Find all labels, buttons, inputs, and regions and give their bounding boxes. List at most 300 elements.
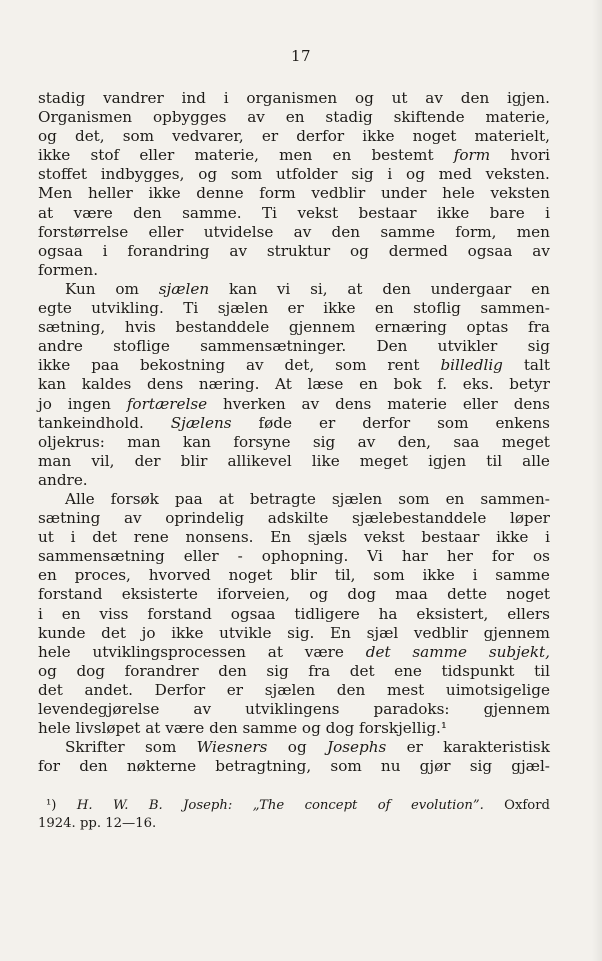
word: føde xyxy=(258,413,293,432)
word: som xyxy=(398,489,430,508)
word: ikke xyxy=(323,299,356,318)
word: gjæl- xyxy=(511,757,550,776)
word: andre xyxy=(38,337,83,356)
word: kan xyxy=(228,279,258,298)
word: en xyxy=(359,375,378,394)
word: Derfor xyxy=(154,680,206,699)
word: skiftende xyxy=(393,108,465,127)
word: stoflige xyxy=(113,337,170,356)
word: er xyxy=(261,127,279,146)
word: av xyxy=(301,394,320,413)
body-text xyxy=(38,89,550,776)
word: i xyxy=(387,165,393,184)
text-line xyxy=(38,490,550,509)
word: som xyxy=(437,413,469,432)
word: er xyxy=(226,680,244,699)
word: ellers xyxy=(507,604,550,623)
text-line xyxy=(38,738,550,757)
word: materie xyxy=(387,394,447,413)
word: ingen xyxy=(67,394,111,413)
word: fra xyxy=(308,661,331,680)
word: pp. xyxy=(79,816,102,831)
word: dens xyxy=(335,394,372,413)
word: i xyxy=(223,89,229,107)
footnote-line xyxy=(38,815,550,833)
word: og xyxy=(198,165,218,184)
word: av xyxy=(247,108,265,127)
word: den xyxy=(331,222,361,241)
word: veksten. xyxy=(485,165,550,184)
word: samme xyxy=(380,222,435,241)
word: sammen- xyxy=(480,299,550,318)
word: vi xyxy=(276,279,291,298)
word: utviklingsprocessen xyxy=(92,642,246,661)
word: Den xyxy=(376,337,408,356)
word: ikke xyxy=(436,203,470,222)
word: man xyxy=(127,432,161,451)
word: i xyxy=(70,528,76,547)
text-line xyxy=(38,585,550,604)
word: sig xyxy=(527,337,550,356)
text-line xyxy=(38,662,550,681)
word: dog xyxy=(347,585,377,604)
word: sammensætning xyxy=(38,547,165,566)
word: sjælebestanddele xyxy=(351,509,487,528)
word: bare xyxy=(489,203,525,222)
text-line xyxy=(38,108,550,127)
word: i xyxy=(545,203,550,222)
word: vedblir xyxy=(311,184,366,203)
word: læse xyxy=(307,375,344,394)
word: B. xyxy=(148,798,163,813)
word: saa xyxy=(453,432,480,451)
word: av xyxy=(123,509,142,528)
word: bok xyxy=(393,375,422,394)
text-line xyxy=(38,452,550,471)
word: og xyxy=(309,585,329,604)
word: gjør xyxy=(419,757,451,776)
word: blir xyxy=(290,566,317,585)
word: f. xyxy=(437,375,448,394)
word: utvikle xyxy=(219,623,272,642)
word: of xyxy=(377,798,391,813)
text-line xyxy=(38,299,550,318)
word: samme xyxy=(495,566,550,585)
word: noget xyxy=(412,127,457,146)
word: løper xyxy=(509,509,550,528)
word: det, xyxy=(284,356,315,375)
word: En xyxy=(270,528,292,547)
word: og xyxy=(38,661,57,680)
word: Ti xyxy=(183,299,199,318)
word: stoflig xyxy=(413,299,461,318)
word: hele xyxy=(442,184,475,203)
word: være xyxy=(304,642,344,661)
word: ha xyxy=(378,604,398,623)
word: 12—16. xyxy=(105,816,157,831)
text-line xyxy=(38,223,550,242)
word: hele xyxy=(38,642,71,661)
text-line xyxy=(38,204,550,223)
word: har xyxy=(401,547,428,566)
word: sjælen xyxy=(264,680,316,699)
word: at xyxy=(145,719,161,738)
word: at xyxy=(38,203,54,222)
word: ikke xyxy=(422,566,455,585)
word: en xyxy=(285,108,305,127)
word: materie, xyxy=(485,108,550,127)
word: til, xyxy=(334,566,356,585)
text-line xyxy=(38,700,550,719)
word: sætning xyxy=(38,509,101,528)
word: W. xyxy=(112,798,129,813)
word: Alle xyxy=(65,489,95,508)
word: indbygges, xyxy=(100,165,185,184)
word: andet. xyxy=(84,680,133,699)
word: nonsens. xyxy=(185,528,254,547)
word: sig xyxy=(266,661,289,680)
word: iforveien, xyxy=(217,585,291,604)
word: ikke xyxy=(38,356,71,375)
word: igjen xyxy=(428,451,467,470)
word: av xyxy=(293,222,312,241)
word: til xyxy=(534,661,550,680)
word: allikevel xyxy=(227,451,292,470)
word: Ti xyxy=(262,203,277,222)
word: Joseph: xyxy=(183,798,233,813)
word: den xyxy=(79,757,108,776)
word: er xyxy=(287,299,304,318)
word: dermed xyxy=(388,241,448,260)
word: H. xyxy=(76,798,93,813)
word: hverken xyxy=(223,394,286,413)
word: kan xyxy=(182,432,211,451)
word: meget xyxy=(359,451,408,470)
word: vekst xyxy=(363,528,405,547)
word: en xyxy=(38,566,57,585)
word: den xyxy=(209,719,238,738)
word: struktur xyxy=(266,241,331,260)
word: av xyxy=(357,432,376,451)
word: vil, xyxy=(91,451,115,470)
word: samme xyxy=(412,642,468,661)
word: evolution”. xyxy=(410,798,484,813)
word: form xyxy=(259,184,296,203)
word: betyr xyxy=(509,375,550,394)
word: concept xyxy=(304,798,358,813)
word: ogsaa xyxy=(467,241,513,260)
word: Josephs xyxy=(326,738,387,757)
word: talt xyxy=(523,356,550,375)
word: stof xyxy=(90,146,120,165)
word: forskjellig.¹ xyxy=(359,719,447,738)
word: av xyxy=(229,241,248,260)
word: like xyxy=(311,451,340,470)
word: en xyxy=(531,279,550,298)
word: og xyxy=(301,719,321,738)
word: der xyxy=(134,451,161,470)
word: hvis xyxy=(124,318,156,337)
word: vandrer xyxy=(103,89,164,107)
word: tidspunkt xyxy=(441,661,515,680)
word: eksisterte xyxy=(121,585,198,604)
word: alle xyxy=(522,451,550,470)
word: undergaar xyxy=(430,279,512,298)
word: form, xyxy=(455,222,497,241)
word: ene xyxy=(394,661,422,680)
word: sjælen xyxy=(217,299,269,318)
word: for xyxy=(38,757,61,776)
text-line xyxy=(38,509,550,528)
word: At xyxy=(275,375,292,394)
word: at xyxy=(218,489,234,508)
text-line xyxy=(38,719,550,738)
text-line xyxy=(38,165,550,184)
word: dog xyxy=(325,719,355,738)
word: forandrer xyxy=(124,661,199,680)
text-line xyxy=(38,356,550,375)
word: utvikler xyxy=(437,337,498,356)
word: vekst xyxy=(297,203,339,222)
word: oprindelig xyxy=(165,509,245,528)
word: sig xyxy=(469,757,493,776)
word: være xyxy=(165,719,205,738)
word: fra xyxy=(527,318,550,337)
word: 1924. xyxy=(38,816,76,831)
text-line xyxy=(38,566,550,585)
footnote-line xyxy=(38,797,550,815)
word: uimotsigelige xyxy=(445,680,550,699)
word: utvikling. xyxy=(91,299,164,318)
word: i xyxy=(545,528,550,547)
word: jo xyxy=(141,623,156,642)
word: En xyxy=(330,623,351,642)
word: paa xyxy=(91,356,120,375)
word: - xyxy=(237,547,243,566)
word: Skrifter xyxy=(65,738,125,757)
word: nu xyxy=(380,757,401,776)
word: adskilte xyxy=(267,509,329,528)
word: derfor xyxy=(296,127,345,146)
word: Kun xyxy=(65,279,96,298)
word: en xyxy=(332,146,352,165)
word: sjæls xyxy=(307,528,348,547)
word: ut xyxy=(38,528,54,547)
word: som xyxy=(373,566,405,585)
word: av xyxy=(532,241,550,260)
word: bestaar xyxy=(358,203,417,222)
word: om xyxy=(115,279,139,298)
word: andre. xyxy=(38,470,88,489)
word: sig xyxy=(351,165,374,184)
word: kan xyxy=(38,375,67,394)
word: den xyxy=(218,661,247,680)
word: det xyxy=(365,642,391,661)
word: ikke xyxy=(171,623,204,642)
word: at xyxy=(347,279,363,298)
word: til xyxy=(486,451,503,470)
word: sjæl xyxy=(366,623,399,642)
word: av xyxy=(245,356,264,375)
word: forsyne xyxy=(233,432,291,451)
word: næring. xyxy=(198,375,260,394)
word: bekostning xyxy=(139,356,226,375)
word: sammen- xyxy=(480,489,550,508)
word: tankeindhold. xyxy=(38,413,144,432)
word: bestemt xyxy=(371,146,434,165)
word: forandring xyxy=(127,241,210,260)
word: det xyxy=(38,680,63,699)
word: karakteristisk xyxy=(443,738,550,757)
word: sjælen xyxy=(331,489,383,508)
page-number: 17 xyxy=(290,47,312,65)
word: dette xyxy=(447,585,487,604)
word: eller xyxy=(462,394,498,413)
word: Organismen xyxy=(38,108,133,127)
word: i xyxy=(472,566,478,585)
word: betragtning, xyxy=(215,757,312,776)
word: Vi xyxy=(367,547,383,566)
word: som xyxy=(122,127,155,146)
word: den, xyxy=(397,432,432,451)
word: og xyxy=(350,241,369,260)
word: stadig xyxy=(38,89,86,107)
word: dog xyxy=(76,661,106,680)
word: formen. xyxy=(38,260,99,279)
text-line xyxy=(38,547,550,566)
word: eller xyxy=(183,547,219,566)
text-line xyxy=(38,528,550,547)
word: billedlig xyxy=(440,356,503,375)
word: heller xyxy=(87,184,133,203)
word: noget xyxy=(506,585,550,604)
word: som xyxy=(145,738,177,757)
word: mest xyxy=(386,680,425,699)
word: det, xyxy=(74,127,105,146)
text-line xyxy=(38,89,550,108)
word: rent xyxy=(387,356,420,375)
word: ogsaa xyxy=(230,604,276,623)
text-line xyxy=(38,757,550,776)
word: eller xyxy=(139,146,175,165)
word: jo xyxy=(38,394,52,413)
word: ikke xyxy=(38,146,71,165)
word: viss xyxy=(99,604,129,623)
word: livsløpet xyxy=(75,719,141,738)
word: utfolder xyxy=(275,165,338,184)
text-line xyxy=(38,643,550,662)
word: eksistert, xyxy=(416,604,489,623)
word: hvorved xyxy=(148,566,211,585)
word: det xyxy=(101,623,126,642)
word: opbygges xyxy=(152,108,227,127)
word: og xyxy=(38,127,57,146)
word: Oxford xyxy=(504,798,550,813)
word: ogsaa xyxy=(38,241,83,260)
word: materielt, xyxy=(474,127,550,146)
word: ikke xyxy=(362,127,395,146)
text-line xyxy=(38,318,550,337)
word: paradoks: xyxy=(373,700,450,718)
word: bestanddele xyxy=(175,318,270,337)
word: men xyxy=(516,222,550,241)
text-line xyxy=(38,681,550,700)
word: den xyxy=(460,89,490,107)
word: er xyxy=(406,738,423,757)
text-line xyxy=(38,395,550,414)
word: samme. xyxy=(182,203,242,222)
word: stadig xyxy=(325,108,373,127)
word: eller xyxy=(148,222,184,241)
word: en xyxy=(61,604,81,623)
word: os xyxy=(532,547,550,566)
word: ¹) xyxy=(46,798,57,813)
word: enkens xyxy=(495,413,550,432)
text-line xyxy=(38,337,550,356)
text-line xyxy=(38,605,550,624)
text-line xyxy=(38,280,550,299)
word: bestaar xyxy=(421,528,480,547)
word: er xyxy=(318,413,336,432)
word: hvori xyxy=(510,146,550,165)
word: være xyxy=(73,203,113,222)
word: ernæring xyxy=(374,318,447,337)
text-line xyxy=(38,242,550,261)
word: nøkterne xyxy=(126,757,197,776)
word: for xyxy=(491,547,514,566)
word: under xyxy=(380,184,427,203)
word: hele xyxy=(38,719,71,738)
word: fortærelse xyxy=(126,394,208,413)
word: maa xyxy=(395,585,428,604)
word: si, xyxy=(310,279,328,298)
word: meget xyxy=(501,432,550,451)
word: Wiesners xyxy=(196,738,268,757)
word: utvidelse xyxy=(203,222,274,241)
word: igjen. xyxy=(507,89,550,107)
word: som xyxy=(335,356,367,375)
word: utviklingens xyxy=(245,700,340,718)
word: subjekt, xyxy=(488,642,550,661)
word: sjælen xyxy=(158,279,210,298)
word: det xyxy=(349,661,375,680)
word: egte xyxy=(38,299,72,318)
word: oljekrus: xyxy=(38,432,105,451)
word: forsøk xyxy=(110,489,159,508)
word: gjennem xyxy=(288,318,356,337)
word: med xyxy=(438,165,472,184)
word: gjennem xyxy=(483,623,550,642)
word: optas xyxy=(466,318,509,337)
text-line xyxy=(38,433,550,452)
text-line xyxy=(38,261,550,280)
word: tidligere xyxy=(294,604,360,623)
word: blir xyxy=(180,451,208,470)
word: forstand xyxy=(147,604,212,623)
word: eks. xyxy=(462,375,494,394)
word: „The xyxy=(252,798,285,813)
word: dens xyxy=(513,394,550,413)
word: kunde xyxy=(38,623,86,642)
word: den xyxy=(336,680,366,699)
word: veksten xyxy=(490,184,550,203)
word: som xyxy=(230,165,263,184)
text-line xyxy=(38,414,550,433)
text-line xyxy=(38,184,550,203)
word: av xyxy=(425,89,443,107)
word: Men xyxy=(38,184,73,203)
word: paa xyxy=(174,489,203,508)
